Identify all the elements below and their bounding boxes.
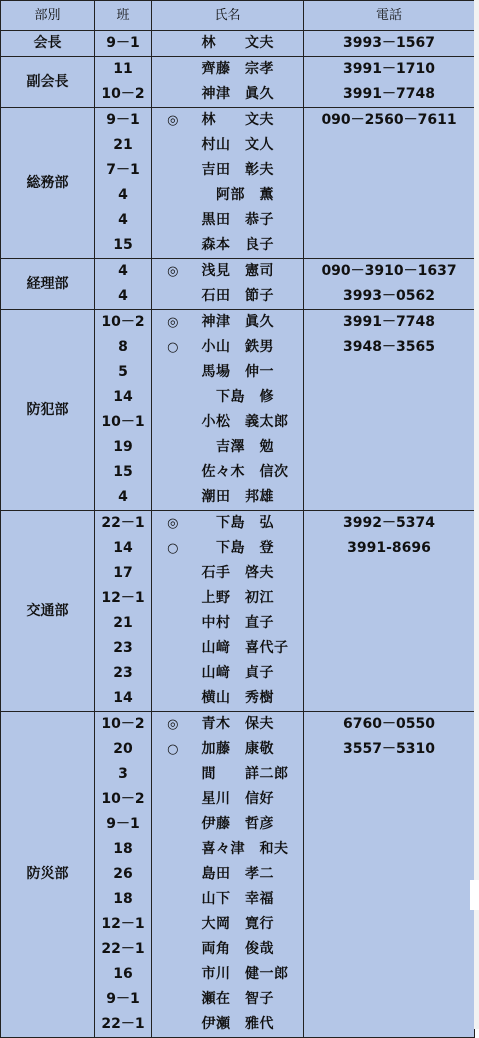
name-cell[interactable]: 星川 信好: [194, 787, 304, 812]
tel-cell[interactable]: [304, 611, 475, 636]
tel-cell[interactable]: [304, 233, 475, 259]
name-cell[interactable]: 石手 啓夫: [194, 561, 304, 586]
tel-cell[interactable]: [304, 485, 475, 511]
name-cell[interactable]: 中村 直子: [194, 611, 304, 636]
role-mark-cell[interactable]: [152, 686, 194, 712]
han-cell[interactable]: 14: [95, 385, 152, 410]
han-cell[interactable]: 18: [95, 837, 152, 862]
role-mark-cell[interactable]: ◎: [152, 511, 194, 537]
name-cell[interactable]: 下島 弘: [194, 511, 304, 537]
role-mark-cell[interactable]: ◎: [152, 108, 194, 134]
tel-cell[interactable]: 090－2560－7611: [304, 108, 475, 134]
name-cell[interactable]: 加藤 康敬: [194, 737, 304, 762]
role-mark-cell[interactable]: [152, 962, 194, 987]
han-cell[interactable]: 5: [95, 360, 152, 385]
tel-cell[interactable]: [304, 787, 475, 812]
han-cell[interactable]: 14: [95, 686, 152, 712]
role-mark-cell[interactable]: [152, 1012, 194, 1038]
name-cell[interactable]: 吉澤 勉: [194, 435, 304, 460]
han-cell[interactable]: 14: [95, 536, 152, 561]
han-cell[interactable]: 21: [95, 611, 152, 636]
role-mark-cell[interactable]: [152, 133, 194, 158]
role-mark-cell[interactable]: ○: [152, 737, 194, 762]
table-row: [1, 712, 475, 738]
sheet-blank-cell: [470, 880, 479, 910]
han-cell[interactable]: 22－1: [95, 937, 152, 962]
han-cell[interactable]: 17: [95, 561, 152, 586]
tel-cell[interactable]: [304, 812, 475, 837]
table-row: [1, 259, 475, 285]
header-dept[interactable]: 部別: [1, 1, 95, 31]
role-mark-cell[interactable]: [152, 410, 194, 435]
han-cell[interactable]: 10－1: [95, 410, 152, 435]
role-mark-cell[interactable]: ◎: [152, 259, 194, 285]
han-cell[interactable]: 18: [95, 887, 152, 912]
role-mark-cell[interactable]: [152, 887, 194, 912]
name-cell[interactable]: 下島 登: [194, 536, 304, 561]
dept-cell[interactable]: 総務部: [1, 108, 95, 259]
name-cell[interactable]: 上野 初江: [194, 586, 304, 611]
tel-cell[interactable]: 3993－1567: [304, 31, 475, 57]
role-mark-cell[interactable]: [152, 987, 194, 1012]
name-cell[interactable]: 石田 節子: [194, 284, 304, 310]
name-cell[interactable]: 山﨑 喜代子: [194, 636, 304, 661]
name-cell[interactable]: 瀬在 智子: [194, 987, 304, 1012]
tel-cell[interactable]: [304, 661, 475, 686]
sheet-gridline-right: [474, 0, 479, 1029]
han-cell[interactable]: 7－1: [95, 158, 152, 183]
name-cell[interactable]: 下島 修: [194, 385, 304, 410]
tel-cell[interactable]: [304, 183, 475, 208]
role-mark-cell[interactable]: [152, 385, 194, 410]
dept-cell[interactable]: 防犯部: [1, 310, 95, 511]
role-mark-cell[interactable]: [152, 812, 194, 837]
role-mark-cell[interactable]: [152, 862, 194, 887]
role-mark-cell[interactable]: [152, 611, 194, 636]
tel-cell[interactable]: [304, 435, 475, 460]
name-cell[interactable]: 林 文夫: [194, 31, 304, 57]
role-mark-cell[interactable]: [152, 208, 194, 233]
tel-cell[interactable]: [304, 962, 475, 987]
role-mark-cell[interactable]: [152, 837, 194, 862]
tel-cell[interactable]: [304, 912, 475, 937]
role-mark-cell[interactable]: [152, 183, 194, 208]
name-cell[interactable]: 森本 良子: [194, 233, 304, 259]
han-cell[interactable]: 9－1: [95, 108, 152, 134]
role-mark-cell[interactable]: [152, 31, 194, 57]
roster-body: [1, 31, 475, 1038]
name-cell[interactable]: 齊藤 宗孝: [194, 57, 304, 83]
name-cell[interactable]: 小松 義太郎: [194, 410, 304, 435]
han-cell[interactable]: 12－1: [95, 586, 152, 611]
han-cell[interactable]: 15: [95, 233, 152, 259]
role-mark-cell[interactable]: [152, 460, 194, 485]
han-cell[interactable]: 4: [95, 259, 152, 285]
han-cell[interactable]: 8: [95, 335, 152, 360]
han-cell[interactable]: 23: [95, 661, 152, 686]
dept-cell[interactable]: 副会長: [1, 57, 95, 108]
tel-cell[interactable]: [304, 887, 475, 912]
table-row: [1, 108, 475, 134]
tel-cell[interactable]: 090－3910－1637: [304, 259, 475, 285]
role-mark-cell[interactable]: [152, 435, 194, 460]
dept-cell[interactable]: 会長: [1, 31, 95, 57]
role-mark-cell[interactable]: [152, 284, 194, 310]
name-cell[interactable]: 山﨑 貞子: [194, 661, 304, 686]
table-row: [1, 31, 475, 57]
role-mark-cell[interactable]: [152, 82, 194, 108]
han-cell[interactable]: 4: [95, 183, 152, 208]
tel-cell[interactable]: [304, 762, 475, 787]
name-cell[interactable]: 伊瀬 雅代: [194, 1012, 304, 1038]
name-cell[interactable]: 神津 眞久: [194, 82, 304, 108]
role-mark-cell[interactable]: [152, 586, 194, 611]
tel-cell[interactable]: 3991－7748: [304, 310, 475, 336]
tel-cell[interactable]: [304, 987, 475, 1012]
han-cell[interactable]: 4: [95, 208, 152, 233]
han-cell[interactable]: 10－2: [95, 82, 152, 108]
tel-cell[interactable]: 3992－5374: [304, 511, 475, 537]
role-mark-cell[interactable]: [152, 762, 194, 787]
name-cell[interactable]: 喜々津 和夫: [194, 837, 304, 862]
name-cell[interactable]: 両角 俊哉: [194, 937, 304, 962]
role-mark-cell[interactable]: ○: [152, 536, 194, 561]
tel-cell[interactable]: [304, 837, 475, 862]
han-cell[interactable]: 16: [95, 962, 152, 987]
name-cell[interactable]: 佐々木 信次: [194, 460, 304, 485]
tel-cell[interactable]: [304, 360, 475, 385]
header-row: [1, 1, 475, 31]
han-cell[interactable]: 4: [95, 485, 152, 511]
role-mark-cell[interactable]: [152, 661, 194, 686]
tel-cell[interactable]: 6760－0550: [304, 712, 475, 738]
tel-cell[interactable]: [304, 208, 475, 233]
name-cell[interactable]: 馬場 伸一: [194, 360, 304, 385]
tel-cell[interactable]: [304, 133, 475, 158]
role-mark-cell[interactable]: [152, 787, 194, 812]
tel-cell[interactable]: [304, 636, 475, 661]
role-mark-cell[interactable]: ◎: [152, 310, 194, 336]
tel-cell[interactable]: [304, 1012, 475, 1038]
tel-cell[interactable]: 3991－1710: [304, 57, 475, 83]
tel-cell[interactable]: [304, 586, 475, 611]
header-name[interactable]: 氏名: [152, 1, 304, 31]
han-cell[interactable]: 23: [95, 636, 152, 661]
tel-cell[interactable]: [304, 561, 475, 586]
tel-cell[interactable]: [304, 410, 475, 435]
tel-cell[interactable]: 3991-8696: [304, 536, 475, 561]
name-cell[interactable]: 間 詳二郎: [194, 762, 304, 787]
han-cell[interactable]: 15: [95, 460, 152, 485]
role-mark-cell[interactable]: ○: [152, 335, 194, 360]
han-cell[interactable]: 4: [95, 284, 152, 310]
role-mark-cell[interactable]: [152, 57, 194, 83]
name-cell[interactable]: 黒田 恭子: [194, 208, 304, 233]
dept-cell[interactable]: 経理部: [1, 259, 95, 310]
name-cell[interactable]: 市川 健一郎: [194, 962, 304, 987]
role-mark-cell[interactable]: [152, 360, 194, 385]
name-cell[interactable]: 島田 孝二: [194, 862, 304, 887]
role-mark-cell[interactable]: [152, 158, 194, 183]
han-cell[interactable]: 22－1: [95, 1012, 152, 1038]
name-cell[interactable]: 神津 眞久: [194, 310, 304, 336]
han-cell[interactable]: 26: [95, 862, 152, 887]
han-cell[interactable]: 12－1: [95, 912, 152, 937]
name-cell[interactable]: 横山 秀樹: [194, 686, 304, 712]
han-cell[interactable]: 10－2: [95, 310, 152, 336]
name-cell[interactable]: 林 文夫: [194, 108, 304, 134]
tel-cell[interactable]: 3991－7748: [304, 82, 475, 108]
tel-cell[interactable]: 3557－5310: [304, 737, 475, 762]
han-cell[interactable]: 3: [95, 762, 152, 787]
han-cell[interactable]: 9－1: [95, 987, 152, 1012]
table-row: [1, 511, 475, 537]
table-row: [1, 57, 475, 83]
header-han[interactable]: 班: [95, 1, 152, 31]
name-cell[interactable]: 青木 保夫: [194, 712, 304, 738]
han-cell[interactable]: 9－1: [95, 812, 152, 837]
role-mark-cell[interactable]: [152, 937, 194, 962]
han-cell[interactable]: 20: [95, 737, 152, 762]
name-cell[interactable]: 潮田 邦雄: [194, 485, 304, 511]
tel-cell[interactable]: [304, 937, 475, 962]
role-mark-cell[interactable]: [152, 636, 194, 661]
table-row: [1, 310, 475, 336]
han-cell[interactable]: 19: [95, 435, 152, 460]
role-mark-cell[interactable]: [152, 485, 194, 511]
tel-cell[interactable]: [304, 460, 475, 485]
tel-cell[interactable]: 3948－3565: [304, 335, 475, 360]
header-tel[interactable]: 電話: [304, 1, 475, 31]
name-cell[interactable]: 山下 幸福: [194, 887, 304, 912]
tel-cell[interactable]: [304, 158, 475, 183]
tel-cell[interactable]: [304, 385, 475, 410]
name-cell[interactable]: 伊藤 哲彦: [194, 812, 304, 837]
name-cell[interactable]: 浅見 憲司: [194, 259, 304, 285]
tel-cell[interactable]: [304, 862, 475, 887]
dept-cell[interactable]: 防災部: [1, 712, 95, 1038]
dept-cell[interactable]: 交通部: [1, 511, 95, 712]
name-cell[interactable]: 阿部 薫: [194, 183, 304, 208]
han-cell[interactable]: 10－2: [95, 787, 152, 812]
name-cell[interactable]: 大岡 寛行: [194, 912, 304, 937]
name-cell[interactable]: 小山 鉄男: [194, 335, 304, 360]
role-mark-cell[interactable]: [152, 233, 194, 259]
role-mark-cell[interactable]: [152, 561, 194, 586]
name-cell[interactable]: 吉田 彰夫: [194, 158, 304, 183]
tel-cell[interactable]: 3993－0562: [304, 284, 475, 310]
tel-cell[interactable]: [304, 686, 475, 712]
role-mark-cell[interactable]: ◎: [152, 712, 194, 738]
han-cell[interactable]: 11: [95, 57, 152, 83]
name-cell[interactable]: 村山 文人: [194, 133, 304, 158]
han-cell[interactable]: 21: [95, 133, 152, 158]
role-mark-cell[interactable]: [152, 912, 194, 937]
han-cell[interactable]: 10－2: [95, 712, 152, 738]
han-cell[interactable]: 22－1: [95, 511, 152, 537]
han-cell[interactable]: 9－1: [95, 31, 152, 57]
